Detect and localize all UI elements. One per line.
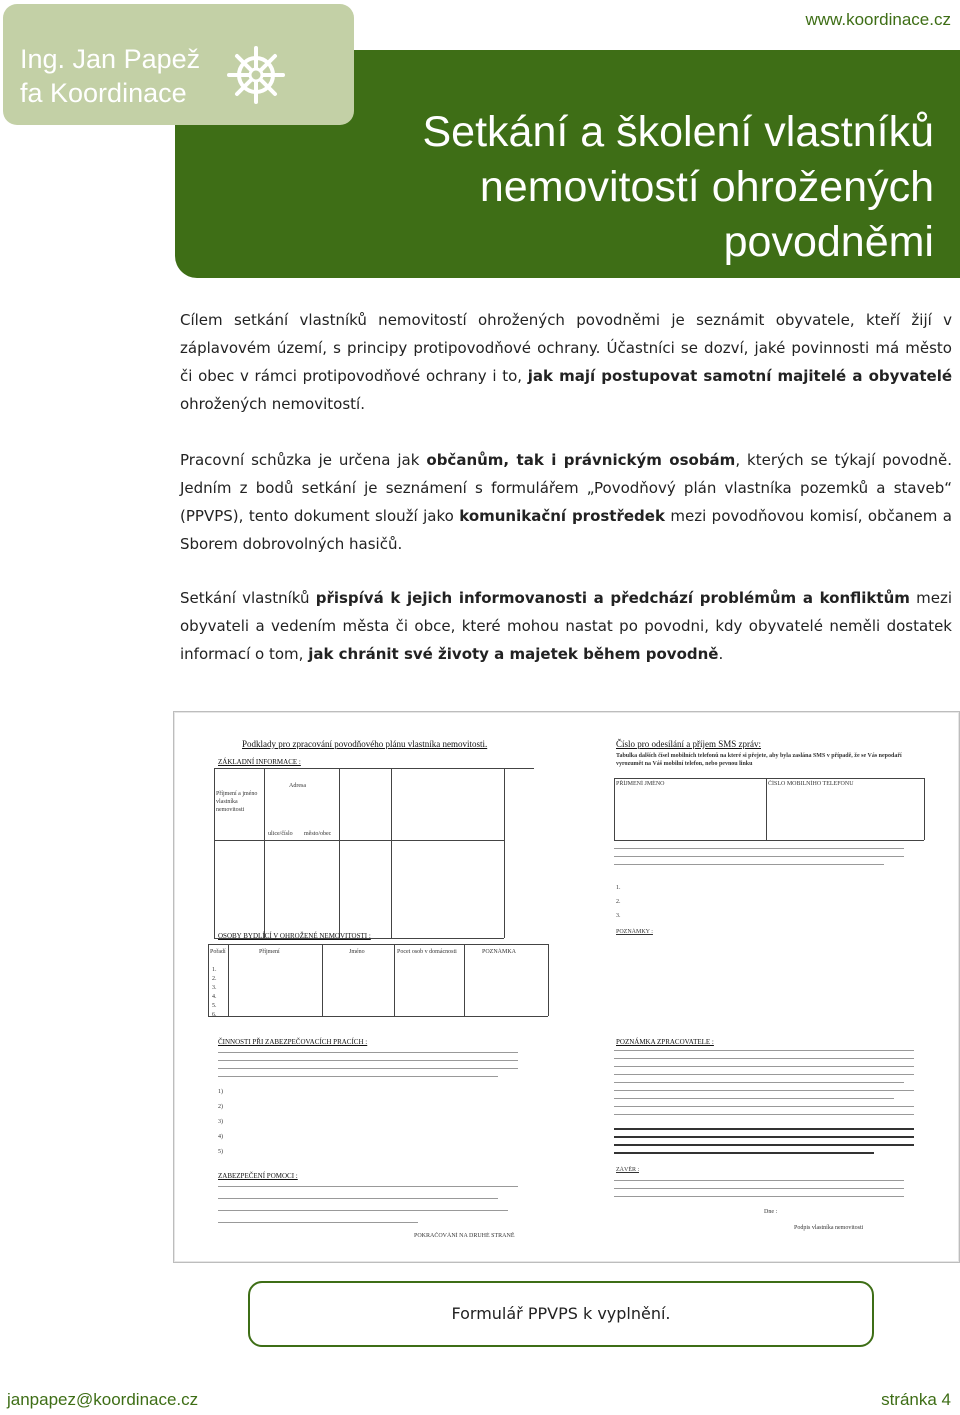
brand-box bbox=[3, 4, 354, 125]
form-left-col-street: ulice/číslo bbox=[268, 831, 293, 837]
form-right-section-processor: POZNÁMKA ZPRACOVATELE : bbox=[616, 1038, 714, 1046]
form-right-th-phone: ČÍSLO MOBILNÍHO TELEFONU bbox=[768, 781, 854, 787]
form-left-section-help: ZABEZPEČENÍ POMOCI : bbox=[218, 1172, 298, 1180]
form-sheet-left bbox=[204, 720, 570, 1248]
audience-text-a: Pracovní schůzka je určena jak bbox=[180, 451, 427, 469]
form-sheet-right bbox=[584, 720, 950, 1248]
benefit-text-e: . bbox=[718, 645, 724, 663]
intro-text-a: Cílem setkání vlastníků nemovitostí ohrožených povodněmi je seznámit obyvatele, kteří žijí v záplavovém území, s principy protipovodňové ochrany. Účastníci se dozví, jaké povinnosti má město či obec v rámci protipovodňové ochrany i to, bbox=[180, 311, 952, 385]
form-right-conclusion: ZÁVĚR : bbox=[616, 1167, 640, 1173]
form-left-row-3: 3. bbox=[212, 985, 217, 991]
brand-line-1: Ing. Jan Papež bbox=[20, 44, 201, 74]
brand-name bbox=[20, 42, 200, 110]
form-left-section-basic: ZÁKLADNÍ INFORMACE : bbox=[218, 758, 301, 766]
form-left-step-5: 5) bbox=[218, 1149, 223, 1155]
form-left-row-2: 2. bbox=[212, 976, 217, 982]
benefit-text-c: mezi obyvateli a vedením města či obce, které mohou nastat po povodni, kdy obyvatelé neměli dostatek informací o tom, bbox=[180, 589, 952, 663]
form-download-button[interactable]: Formulář PPVPS k vyplnění. bbox=[248, 1281, 874, 1347]
form-right-num-1: 1. bbox=[616, 885, 621, 891]
form-left-step-1: 1) bbox=[218, 1089, 223, 1095]
title-line-1: Setkání a školení vlastníků bbox=[422, 108, 934, 156]
page-title bbox=[422, 105, 934, 270]
form-left-step-2: 2) bbox=[218, 1104, 223, 1110]
form-left-row-1: 1. bbox=[212, 967, 217, 973]
brand-line-2: fa Koordinace bbox=[20, 78, 187, 108]
page-number: stránka 4 bbox=[881, 1390, 951, 1409]
audience-text-bold-2: komunikační prostředek bbox=[459, 507, 665, 525]
audience-text-e: mezi povodňovou komisí, občanem a Sborem dobrovolných hasičů. bbox=[180, 507, 953, 553]
title-line-3: povodněmi bbox=[723, 218, 934, 266]
form-right-title: Číslo pro odesílání a příjem SMS zpráv: bbox=[616, 739, 761, 749]
intro-paragraph bbox=[180, 306, 952, 418]
form-left-col-name: Příjmení a jméno vlastníka nemovitosti bbox=[216, 791, 258, 813]
form-right-notes: POZNÁMKY : bbox=[616, 929, 653, 935]
form-right-subtitle: Tabulka dalších čísel mobilních telefonů na které si přejete, aby byla zaslána SMS v případě, že se Vás nepodaří vyrozumět na Váš mobilní telefon, nebo pevnou linku bbox=[616, 753, 902, 767]
footer-email-link[interactable]: janpapez@koordinace.cz bbox=[7, 1390, 199, 1409]
form-left-th-count: Pocet osob v domácnosti bbox=[397, 949, 457, 955]
benefit-text-bold-1: přispívá k jejich informovanosti a předchází problémům a konfliktům bbox=[315, 589, 910, 607]
anchor-ship-wheel-icon bbox=[225, 44, 287, 106]
form-left-section-work: ČINNOSTI PŘI ZABEZPEČOVACÍCH PRACÍCH : bbox=[218, 1038, 368, 1046]
form-left-th-name: Jméno bbox=[349, 949, 365, 955]
form-left-title: Podklady pro zpracování povodňového plánu vlastníka nemovitosti. bbox=[242, 739, 488, 749]
form-left-section-persons: OSOBY BYDLÍCÍ V OHROŽENÉ NEMOVITOSTI : bbox=[218, 932, 371, 940]
form-left-th-order: Pořadí bbox=[210, 949, 226, 955]
audience-text-bold-1: občanům, tak i právnickým osobám bbox=[426, 451, 736, 469]
audience-text-c: , kterých se týkají povodně. Jedním z bodů setkání je seznámení s formulářem „Povodňový plán vlastníka pozemků a staveb“ (PPVPS), tento dokument slouží jako bbox=[180, 451, 952, 525]
intro-text-bold: jak mají postupovat samotní majitelé a obyvatelé bbox=[527, 367, 953, 385]
form-right-date: Dne : bbox=[764, 1209, 778, 1215]
audience-paragraph bbox=[180, 446, 952, 558]
form-right-signature: Podpis vlastníka nemovitosti bbox=[794, 1225, 864, 1231]
form-preview-image bbox=[173, 711, 960, 1263]
website-url[interactable]: www.koordinace.cz bbox=[805, 10, 951, 29]
form-left-col-town: město/obec bbox=[304, 831, 332, 837]
form-right-num-3: 3. bbox=[616, 913, 621, 919]
form-left-th-note: POZNÁMKA bbox=[482, 949, 517, 955]
form-left-continue: POKRAČOVÁNÍ NA DRUHÉ STRANĚ bbox=[414, 1233, 515, 1239]
intro-text-c: ohrožených nemovitostí. bbox=[180, 395, 365, 413]
form-left-row-6: 6. bbox=[212, 1012, 217, 1018]
form-left-th-surname: Příjmení bbox=[259, 949, 280, 955]
benefit-paragraph bbox=[180, 584, 952, 668]
form-left-step-3: 3) bbox=[218, 1119, 223, 1125]
form-right-num-2: 2. bbox=[616, 899, 621, 905]
form-left-row-4: 4. bbox=[212, 994, 217, 1000]
benefit-text-a: Setkání vlastníků bbox=[180, 589, 316, 607]
form-left-col-address: Adresa bbox=[289, 783, 306, 789]
title-line-2: nemovitostí ohrožených bbox=[479, 163, 934, 211]
form-left-step-4: 4) bbox=[218, 1134, 223, 1140]
form-right-th-name: PŘÍJMENÍ JMÉNO bbox=[616, 781, 665, 787]
benefit-text-bold-2: jak chránit své životy a majetek během povodně bbox=[308, 645, 719, 663]
form-left-row-5: 5. bbox=[212, 1003, 217, 1009]
